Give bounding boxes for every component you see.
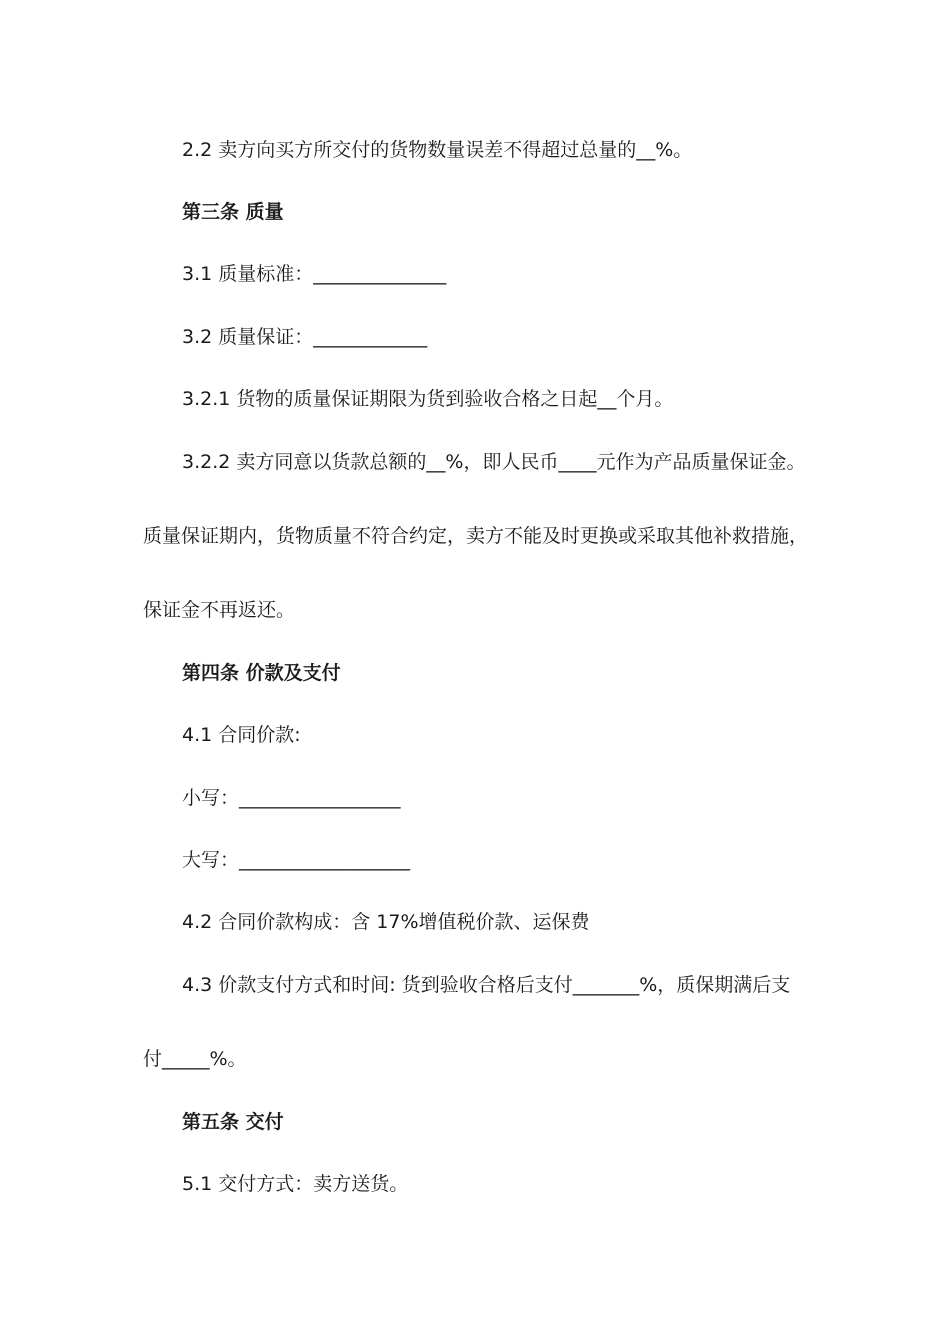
clause-4-1-lowercase-amount: 小写：_________________ — [182, 787, 401, 809]
clause-4-1: 4.1 合同价款: — [182, 724, 301, 746]
heading-article-5: 第五条 交付 — [182, 1111, 284, 1133]
clause-3-2: 3.2 质量保证：____________ — [182, 326, 428, 348]
clause-3-1: 3.1 质量标准：______________ — [182, 263, 447, 285]
heading-article-4: 第四条 价款及支付 — [182, 662, 341, 684]
clause-3-2-2-continuation-1: 质量保证期内，货物质量不符合约定，卖方不能及时更换或采取其他补救措施， — [143, 525, 809, 547]
clause-2-2: 2.2 卖方向买方所交付的货物数量误差不得超过总量的__%。 — [182, 139, 693, 161]
clause-4-1-uppercase-amount: 大写：__________________ — [182, 849, 411, 871]
heading-article-3: 第三条 质量 — [182, 201, 284, 223]
clause-3-2-1: 3.2.1 货物的质量保证期限为货到验收合格之日起__个月。 — [182, 388, 674, 410]
clause-4-3-continuation: 付_____%。 — [143, 1048, 247, 1070]
clause-3-2-2-continuation-2: 保证金不再返还。 — [143, 599, 296, 621]
clause-3-2-2: 3.2.2 卖方同意以货款总额的__%，即人民币____元作为产品质量保证金。 — [182, 451, 806, 473]
clause-4-2: 4.2 合同价款构成：含 17%增值税价款、运保费 — [182, 911, 590, 933]
clause-4-3: 4.3 价款支付方式和时间: 货到验收合格后支付_______%，质保期满后支 — [182, 974, 791, 996]
clause-5-1: 5.1 交付方式：卖方送货。 — [182, 1173, 409, 1195]
